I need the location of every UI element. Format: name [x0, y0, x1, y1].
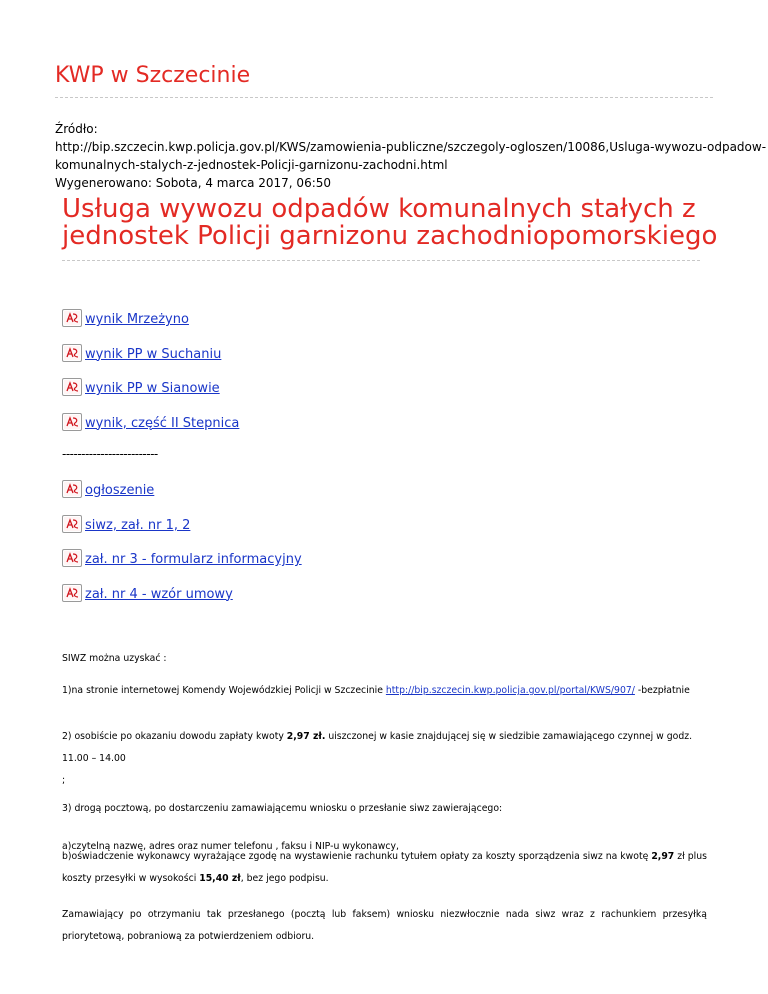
- document-attachment-item: [62, 511, 190, 533]
- site-title: KWP w Szczecinie: [55, 63, 251, 88]
- option-post-a: a)czytelną nazwę, adres oraz numer telefonu , faksu i NIP-u wykonawcy,: [62, 841, 399, 852]
- document-attachment-item: [62, 580, 233, 602]
- closing-paragraph: Zamawiający po otrzymaniu tak przesłanego (pocztą lub faksem) wniosku niezwłocznie nada siwz wraz z rachunkiem przesyłką priorytetową, pobraniową za potwierdzeniem odbioru.: [62, 909, 707, 942]
- bip-portal-link[interactable]: http://bip.szczecin.kwp.policja.gov.pl/portal/KWS/907/: [385, 685, 635, 696]
- header-divider: [55, 97, 713, 98]
- document-attachment-link[interactable]: siwz, zał. nr 1, 2: [85, 517, 191, 533]
- generated-timestamp: Wygenerowano: Sobota, 4 marca 2017, 06:50: [55, 176, 332, 190]
- document-attachment-link[interactable]: zał. nr 3 - formularz informacyjny: [85, 552, 302, 567]
- title-divider: [62, 260, 700, 261]
- result-attachment-item: [62, 409, 239, 431]
- result-attachment-item: [62, 340, 221, 362]
- source-label: Źródło:: [55, 122, 98, 136]
- option-post: 3) drogą pocztową, po dostarczeniu zamawiającemu wniosku o przesłanie siwz zawierającego:: [62, 803, 503, 814]
- result-attachment-link[interactable]: wynik PP w Suchaniu: [85, 346, 222, 362]
- pdf-icon[interactable]: [62, 413, 82, 431]
- source-meta: [55, 120, 766, 192]
- source-url-line1: http://bip.szczecin.kwp.policja.gov.pl/KWS/zamowienia-publiczne/szczegoly-ogloszen/10086,Usluga-wywozu-odpadow-: [55, 140, 767, 154]
- result-attachment-item: [62, 374, 220, 396]
- option-online: 1)na stronie internetowej Komendy Wojewódzkiej Policji w Szczecinie http://bip.szczecin.kwp.policja.gov.pl/portal/KWS/907/ -bezpłatnie: [62, 685, 690, 696]
- result-attachment-link[interactable]: wynik, część II Stepnica: [85, 415, 240, 431]
- pdf-icon[interactable]: [62, 480, 82, 498]
- document-title: Usługa wywozu odpadów komunalnych stałych z jednostek Policji garnizonu zachodniopomorskiego: [62, 194, 718, 251]
- option-in-person: 2) osobiście po okazaniu dowodu zapłaty kwoty 2,97 zł. uiszczonej w kasie znajdującej się w siedzibie zamawiającego czynnej w godz. 11.00 – 14.00 ;: [62, 731, 693, 786]
- document-attachment-link[interactable]: zał. nr 4 - wzór umowy: [85, 586, 233, 602]
- pdf-icon[interactable]: [62, 344, 82, 362]
- pdf-icon[interactable]: [62, 549, 82, 567]
- option-post-b-full: b)oświadczenie wykonawcy wyrażające zgodę na wystawienie rachunku tytułem opłaty za koszty sporządzenia siwz na kwotę 2,97 zł plus koszty przesyłki w wysokości 15,40 zł, bez jego podpisu.: [62, 851, 708, 884]
- source-url-line2: komunalnych-stalych-z-jednostek-Policji-garnizonu-zachodni.html: [55, 158, 448, 172]
- document-attachment-link[interactable]: ogłoszenie: [85, 483, 155, 498]
- siwz-intro: SIWZ można uzyskać :: [62, 653, 167, 664]
- separator-line: -------------------------: [62, 447, 158, 461]
- pdf-icon[interactable]: [62, 515, 82, 533]
- document-attachment-item: [62, 476, 154, 498]
- pdf-icon[interactable]: [62, 309, 82, 327]
- result-attachment-item: [62, 305, 189, 327]
- document-attachment-item: [62, 545, 302, 567]
- result-attachment-link[interactable]: wynik PP w Sianowie: [85, 381, 220, 396]
- pdf-icon[interactable]: [62, 584, 82, 602]
- result-attachment-link[interactable]: wynik Mrzeżyno: [85, 312, 189, 327]
- pdf-icon[interactable]: [62, 378, 82, 396]
